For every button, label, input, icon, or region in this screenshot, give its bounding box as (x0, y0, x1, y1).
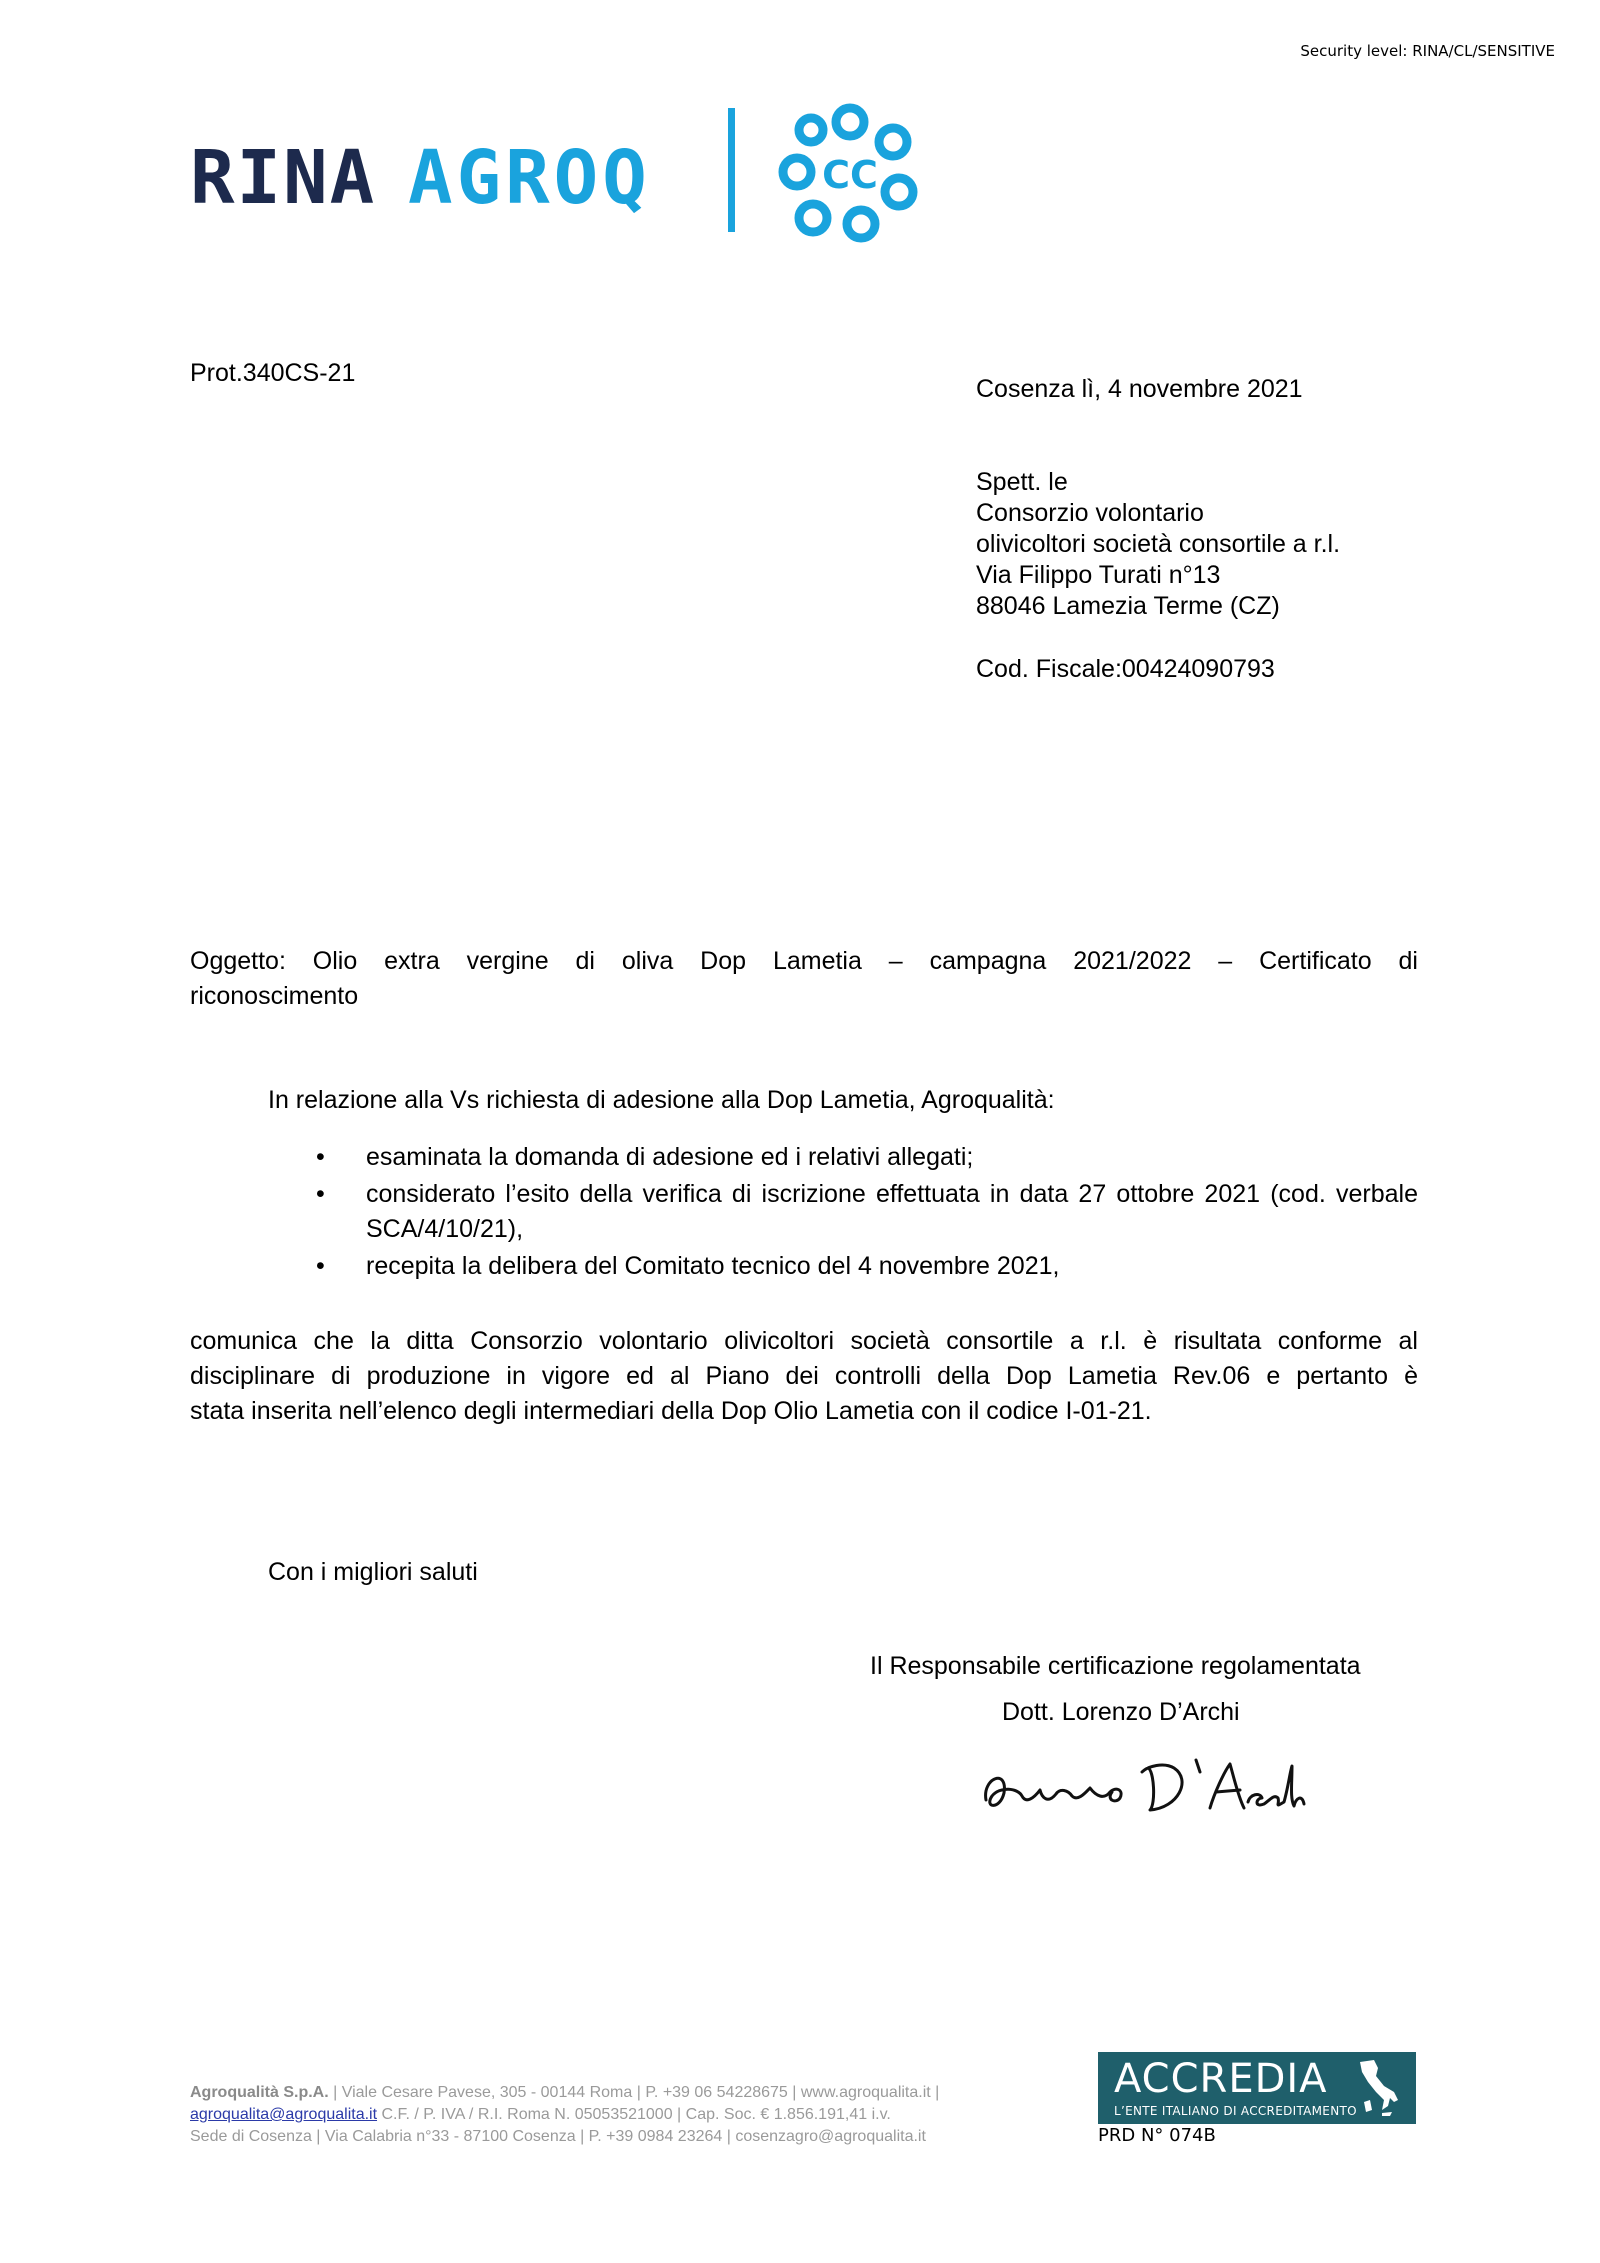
footer-tax-info: C.F. / P. IVA / R.I. Roma N. 05053521000 | Cap. Soc. € 1.856.191,41 i.v. (377, 2106, 891, 2123)
list-item: • recepita la delibera del Comitato tecnico del 4 novembre 2021, (316, 1249, 1418, 1284)
closing: Con i migliori saluti (268, 1558, 478, 1586)
recipient-address (976, 467, 1340, 622)
letter-date: Cosenza lì, 4 novembre 2021 (976, 375, 1303, 403)
italy-map-icon (1354, 2058, 1404, 2118)
footer-company: Agroqualità S.p.A. (190, 2084, 329, 2101)
subject (190, 944, 1418, 1014)
recipient-line: Spett. le (976, 468, 1068, 496)
recipient-line: 88046 Lamezia Terme (CZ) (976, 592, 1280, 620)
footer-contacts (190, 2082, 1110, 2148)
accreditation-number: PRD N° 074B (1098, 2125, 1216, 2146)
company-logo (190, 100, 950, 240)
accredia-tagline: L’ENTE ITALIANO DI ACCREDITAMENTO (1114, 2104, 1357, 2118)
subject-line: Oggetto: Olio extra vergine di oliva Dop Lametia – campagna 2021/2022 – Certificato di (190, 947, 1418, 975)
agroq-logo: AGROQ (408, 135, 651, 221)
bullet-list (316, 1140, 1418, 1286)
tax-code: Cod. Fiscale:00424090793 (976, 655, 1275, 683)
protocol-number: Prot.340CS-21 (190, 359, 356, 387)
signer-role: Il Responsabile certificazione regolamentata (870, 1652, 1361, 1680)
handwritten-signature (978, 1738, 1308, 1828)
footer-line (190, 2082, 1110, 2104)
footer-line: Sede di Cosenza | Via Calabria n°33 - 87100 Cosenza | P. +39 0984 23264 | cosenzagro@agroqualita.it (190, 2128, 926, 2145)
recipient-line: olivicoltori società consortile a r.l. (976, 530, 1341, 558)
rina-logo: RINA (190, 135, 377, 221)
footer-email-link[interactable]: agroqualita@agroqualita.it (190, 2106, 378, 2123)
accredia-logo (1098, 2052, 1416, 2124)
svg-text:CC: CC (822, 153, 878, 197)
list-item: • considerato l’esito della verifica di iscrizione effettuata in data 27 ottobre 2021 (cod. verbale SCA/4/10/21), (316, 1177, 1418, 1247)
security-level: Security level: RINA/CL/SENSITIVE (1300, 42, 1555, 60)
body-paragraph (190, 1324, 1418, 1429)
accredia-brand: ACCREDIA (1114, 2056, 1328, 2102)
list-item: • esaminata la domanda di adesione ed i relativi allegati; (316, 1140, 1418, 1175)
footer-line (190, 2104, 1110, 2126)
logo-divider (728, 108, 735, 232)
recipient-line: Via Filippo Turati n°13 (976, 561, 1221, 589)
signer-name: Dott. Lorenzo D’Archi (1002, 1698, 1240, 1726)
swirl-emblem-icon (775, 100, 925, 245)
body-line: disciplinare di produzione in vigore ed al Piano dei controlli della Dop Lametia Rev.06 e pertanto è (190, 1362, 1418, 1390)
footer-address: | Viale Cesare Pavese, 305 - 00144 Roma | P. +39 06 54228675 | www.agroqualita.it | (328, 2084, 940, 2101)
intro-paragraph: In relazione alla Vs richiesta di adesione alla Dop Lametia, Agroqualità: (268, 1086, 1055, 1114)
body-line: comunica che la ditta Consorzio volontario olivicoltori società consortile a r.l. è risultata conforme al (190, 1327, 1418, 1355)
body-line: stata inserita nell’elenco degli intermediari della Dop Olio Lametia con il codice I-01-21. (190, 1397, 1152, 1425)
subject-line: riconoscimento (190, 982, 359, 1010)
recipient-line: Consorzio volontario (976, 499, 1204, 527)
